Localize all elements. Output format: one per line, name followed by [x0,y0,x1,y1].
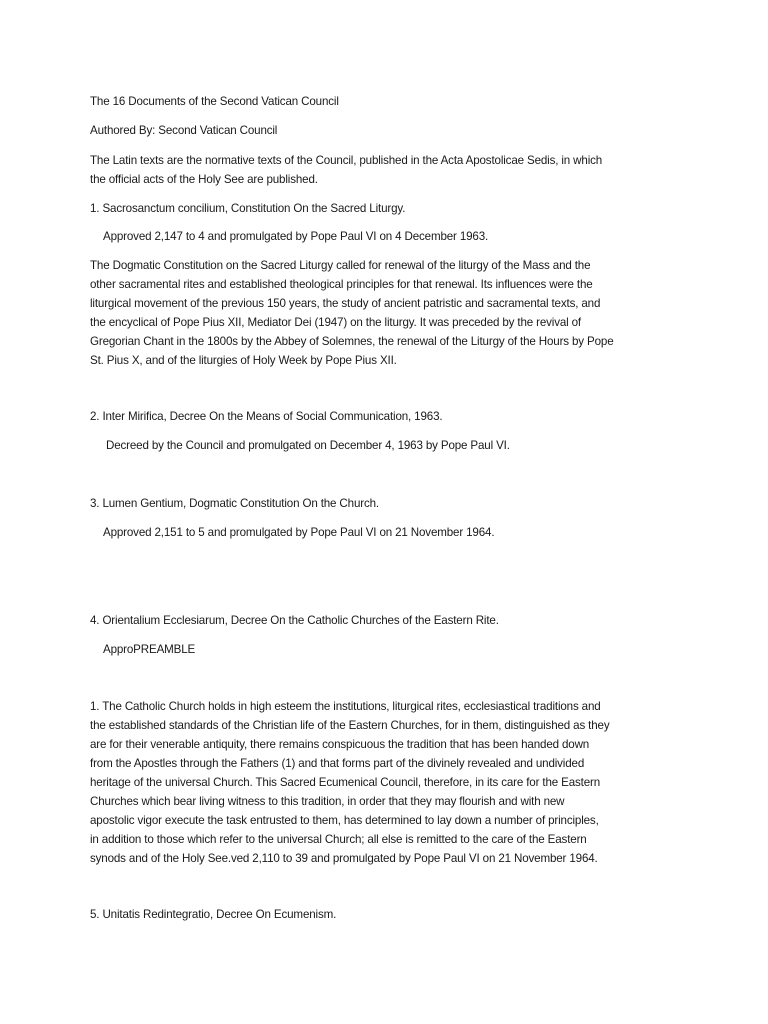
preamble-line: from the Apostles through the Fathers (1) and that forms part of the divinely revealed and undivided [90,757,585,770]
doc1-description-line: St. Pius X, and of the liturgies of Holy Week by Pope Pius XII. [90,354,397,367]
doc1-description-line: other sacramental rites and established theological principles for that renewal. Its influences were the [90,278,593,291]
doc1-description [90,256,690,370]
doc2-approval: Decreed by the Council and promulgated on December 4, 1963 by Pope Paul VI. [106,439,510,452]
intro-line: the official acts of the Holy See are published. [90,173,318,186]
preamble-line: Churches which bear living witness to this tradition, in order that they may flourish and with new [90,795,565,808]
doc1-description-line: liturgical movement of the previous 150 years, the study of ancient patristic and sacramental texts, and [90,297,601,310]
document-title: The 16 Documents of the Second Vatican Council [90,95,339,108]
preamble-line: synods and of the Holy See.ved 2,110 to 39 and promulgated by Pope Paul VI on 21 November 1964. [90,852,598,865]
preamble-line: are for their venerable antiquity, there remains conspicuous the tradition that has been handed down [90,738,590,751]
doc1-heading: 1. Sacrosanctum concilium, Constitution On the Sacred Liturgy. [90,202,406,215]
doc1-approval: Approved 2,147 to 4 and promulgated by Pope Paul VI on 4 December 1963. [103,230,489,243]
doc4-preamble [90,697,690,868]
preamble-line: 1. The Catholic Church holds in high esteem the institutions, liturgical rites, ecclesiastical traditions and [90,700,601,713]
author-line: Authored By: Second Vatican Council [90,124,278,137]
doc1-description-line: Gregorian Chant in the 1800s by the Abbey of Solemnes, the renewal of the Liturgy of the Hours by Pope [90,335,614,348]
doc1-description-line: The Dogmatic Constitution on the Sacred Liturgy called for renewal of the liturgy of the Mass and the [90,259,591,272]
intro-line: The Latin texts are the normative texts of the Council, published in the Acta Apostolicae Sedis, in which [90,154,603,167]
preamble-line: in addition to those which refer to the universal Church; all else is remitted to the care of the Eastern [90,833,587,846]
doc4-approval: ApproPREAMBLE [103,643,196,656]
intro-paragraph [90,151,690,189]
doc5-heading: 5. Unitatis Redintegratio, Decree On Ecumenism. [90,908,337,921]
preamble-line: apostolic vigor execute the task entrusted to them, has determined to lay down a number of principles, [90,814,599,827]
preamble-line: heritage of the universal Church. This Sacred Ecumenical Council, therefore, in its care for the Eastern [90,776,601,789]
preamble-line: the established standards of the Christian life of the Eastern Churches, for in them, distinguished as they [90,719,610,732]
doc3-heading: 3. Lumen Gentium, Dogmatic Constitution On the Church. [90,497,379,510]
doc1-description-line: the encyclical of Pope Pius XII, Mediator Dei (1947) on the liturgy. It was preceded by the revival of [90,316,582,329]
doc3-approval: Approved 2,151 to 5 and promulgated by Pope Paul VI on 21 November 1964. [103,526,495,539]
doc4-heading: 4. Orientalium Ecclesiarum, Decree On the Catholic Churches of the Eastern Rite. [90,614,499,627]
doc2-heading: 2. Inter Mirifica, Decree On the Means of Social Communication, 1963. [90,410,443,423]
